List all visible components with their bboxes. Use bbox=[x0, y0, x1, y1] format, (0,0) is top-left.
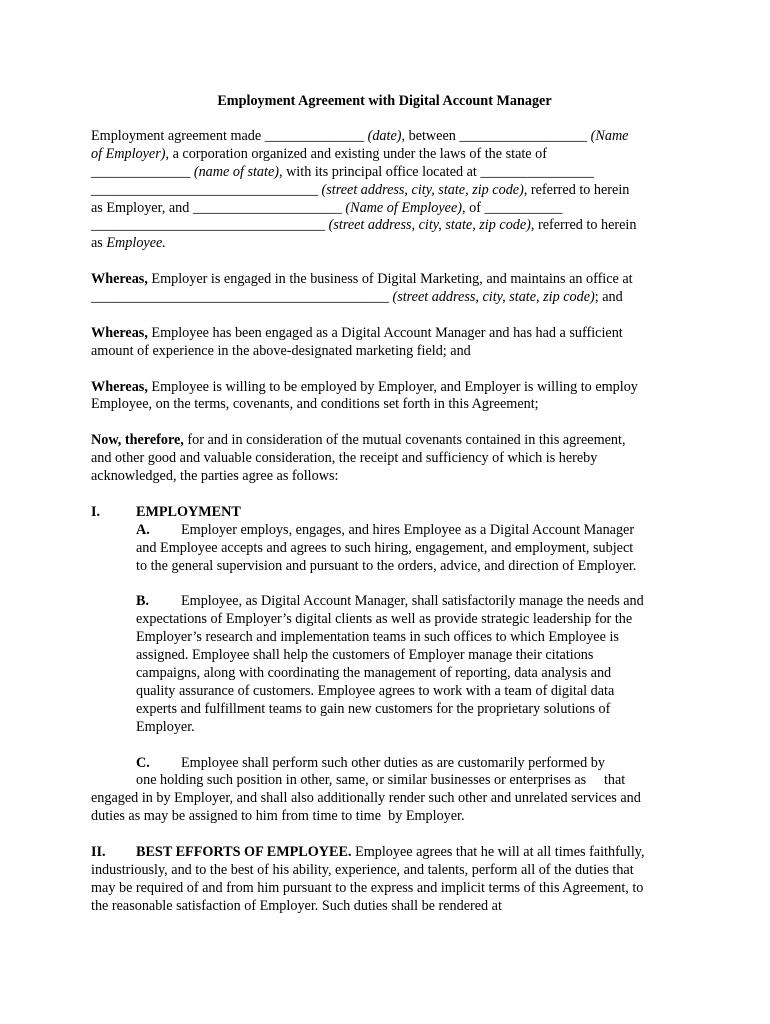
intro-text: , with its principal office located at ________________ bbox=[278, 163, 594, 180]
intro-line-2 bbox=[91, 146, 682, 164]
whereas-2-line-1 bbox=[91, 325, 682, 343]
whereas-3-line-1 bbox=[91, 379, 682, 397]
clause-c bbox=[91, 755, 682, 827]
section-employment bbox=[91, 504, 682, 826]
clause-label: B. bbox=[136, 593, 150, 610]
whereas-paragraph-1 bbox=[91, 271, 682, 307]
therefore-line-2: and other good and valuable consideration, the receipt and sufficiency of which is hereby bbox=[91, 450, 598, 467]
intro-text: , referred to herein bbox=[523, 181, 630, 198]
section-title: BEST EFFORTS OF EMPLOYEE. bbox=[136, 844, 352, 861]
intro-text: _________________________________ bbox=[91, 217, 329, 234]
whereas-paragraph-3 bbox=[91, 379, 682, 415]
clause-label: A. bbox=[136, 521, 150, 538]
whereas-lead: Whereas, bbox=[91, 324, 148, 341]
spacer bbox=[91, 737, 682, 755]
employer-name-placeholder: (Name bbox=[590, 127, 629, 144]
therefore-lead: Now, therefore, bbox=[91, 432, 184, 449]
section-2-line-4: the reasonable satisfaction of Employer. Such duties shall be rendered at bbox=[91, 897, 502, 914]
intro-line-5 bbox=[91, 200, 682, 218]
address-placeholder: (street address, city, state, zip code) bbox=[392, 289, 595, 306]
state-placeholder: (name of state) bbox=[193, 163, 279, 180]
clause-b-line-2: expectations of Employer’s digital clients as well as provide strategic leadership for the bbox=[136, 611, 633, 628]
clause-text: Employee shall perform such other duties as are customarily performed by bbox=[181, 754, 605, 771]
therefore-line-3: acknowledged, the parties agree as follows: bbox=[91, 468, 339, 485]
whereas-lead: Whereas, bbox=[91, 271, 148, 288]
whereas-text: Employer is engaged in the business of Digital Marketing, and maintains an office at bbox=[147, 271, 633, 288]
clause-b-line-8: Employer. bbox=[136, 718, 195, 735]
clause-b-line-3: Employer’s research and implementation teams in such offices to which Employee is bbox=[136, 629, 619, 646]
employer-name-placeholder: of Employer) bbox=[91, 145, 166, 162]
clause-text: Employee, as Digital Account Manager, shall satisfactorily manage the needs and bbox=[181, 593, 644, 610]
date-placeholder: (date) bbox=[367, 127, 402, 144]
intro-paragraph bbox=[91, 128, 682, 253]
intro-text: Employment agreement made ______________ bbox=[91, 127, 368, 144]
address-placeholder: (street address, city, state, zip code) bbox=[328, 217, 531, 234]
clause-a-line-2: and Employee accepts and agrees to such hiring, engagement, and employment, subject bbox=[136, 539, 634, 556]
intro-text: , referred to herein bbox=[530, 217, 637, 234]
address-placeholder: (street address, city, state, zip code) bbox=[321, 181, 524, 198]
clause-b-line-1 bbox=[136, 593, 682, 611]
clause-text: Employer employs, engages, and hires Employee as a Digital Account Manager bbox=[181, 521, 635, 538]
section-best-efforts bbox=[91, 844, 682, 916]
spacer bbox=[91, 826, 682, 844]
section-number: II. bbox=[91, 844, 106, 861]
whereas-text: __________________________________________ bbox=[91, 289, 393, 306]
whereas-text: Employee has been engaged as a Digital Account Manager and has had a sufficient bbox=[147, 324, 623, 341]
whereas-lead: Whereas, bbox=[91, 378, 148, 395]
section-number: I. bbox=[91, 503, 101, 520]
intro-line-7 bbox=[91, 235, 682, 253]
intro-text: , a corporation organized and existing under the laws of the state of bbox=[165, 145, 547, 162]
intro-text: ______________ bbox=[91, 163, 194, 180]
intro-line-3 bbox=[91, 164, 682, 182]
section-1-heading bbox=[91, 504, 682, 522]
section-2-line-3: may be required of and from him pursuant to the express and implicit terms of this Agreement, to bbox=[91, 879, 644, 896]
employee-name-placeholder: (Name of Employee) bbox=[345, 199, 463, 216]
clause-c-line-1 bbox=[91, 755, 682, 773]
intro-line-6 bbox=[91, 217, 682, 235]
clause-b-line-4: assigned. Employee shall help the customers of Employer manage their citations bbox=[136, 647, 594, 664]
section-title: EMPLOYMENT bbox=[136, 503, 241, 520]
intro-text: as Employer, and _____________________ bbox=[91, 199, 346, 216]
whereas-text: Employee is willing to be employed by Employer, and Employer is willing to employ bbox=[147, 378, 638, 395]
therefore-paragraph bbox=[91, 432, 682, 486]
clause-c-line-3: engaged in by Employer, and shall also additionally render such other and unrelated services and bbox=[91, 790, 641, 807]
intro-text: , between __________________ bbox=[401, 127, 591, 144]
therefore-text: for and in consideration of the mutual covenants contained in this agreement, bbox=[183, 432, 626, 449]
section-2-line-2: industriously, and to the best of his ability, experience, and talents, perform all of the duties that bbox=[91, 861, 634, 878]
clause-b-line-7: experts and fulfillment teams to gain new customers for the proprietary solutions of bbox=[136, 700, 611, 717]
whereas-1-line-1 bbox=[91, 271, 682, 289]
whereas-paragraph-2 bbox=[91, 325, 682, 361]
clause-a-line-1 bbox=[136, 522, 682, 540]
employee-term: Employee. bbox=[106, 235, 166, 252]
clause-b bbox=[91, 593, 682, 736]
intro-text: as bbox=[91, 235, 107, 252]
document-title: Employment Agreement with Digital Account Manager bbox=[217, 93, 552, 109]
clause-a-line-3: to the general supervision and pursuant to the orders, advice, and direction of Employer. bbox=[136, 557, 637, 574]
intro-line-4 bbox=[91, 182, 682, 200]
whereas-3-line-2: Employee, on the terms, covenants, and conditions set forth in this Agreement; bbox=[91, 396, 539, 413]
clause-c-line-4: duties as may be assigned to him from time to time by Employer. bbox=[91, 808, 465, 825]
clause-a bbox=[91, 522, 682, 576]
clause-c-line-2: one holding such position in other, same, or similar businesses or enterprises as that bbox=[136, 772, 626, 789]
section-text: Employee agrees that he will at all times faithfully, bbox=[351, 844, 645, 861]
intro-text: , of ___________ bbox=[462, 199, 563, 216]
section-2-line-1 bbox=[91, 844, 682, 862]
clause-label: C. bbox=[136, 754, 150, 771]
spacer bbox=[91, 575, 682, 593]
whereas-2-line-2: amount of experience in the above-designated marketing field; and bbox=[91, 342, 471, 359]
whereas-1-line-2 bbox=[91, 289, 682, 307]
therefore-line-1 bbox=[91, 432, 682, 450]
clause-b-line-5: campaigns, along with coordinating the management of reporting, data analysis and bbox=[136, 665, 612, 681]
whereas-text: ; and bbox=[594, 289, 623, 306]
intro-line-1 bbox=[91, 128, 682, 146]
intro-text: ________________________________ bbox=[91, 181, 322, 198]
clause-b-line-6: quality assurance of customers. Employee agrees to work with a team of digital data bbox=[136, 682, 615, 699]
